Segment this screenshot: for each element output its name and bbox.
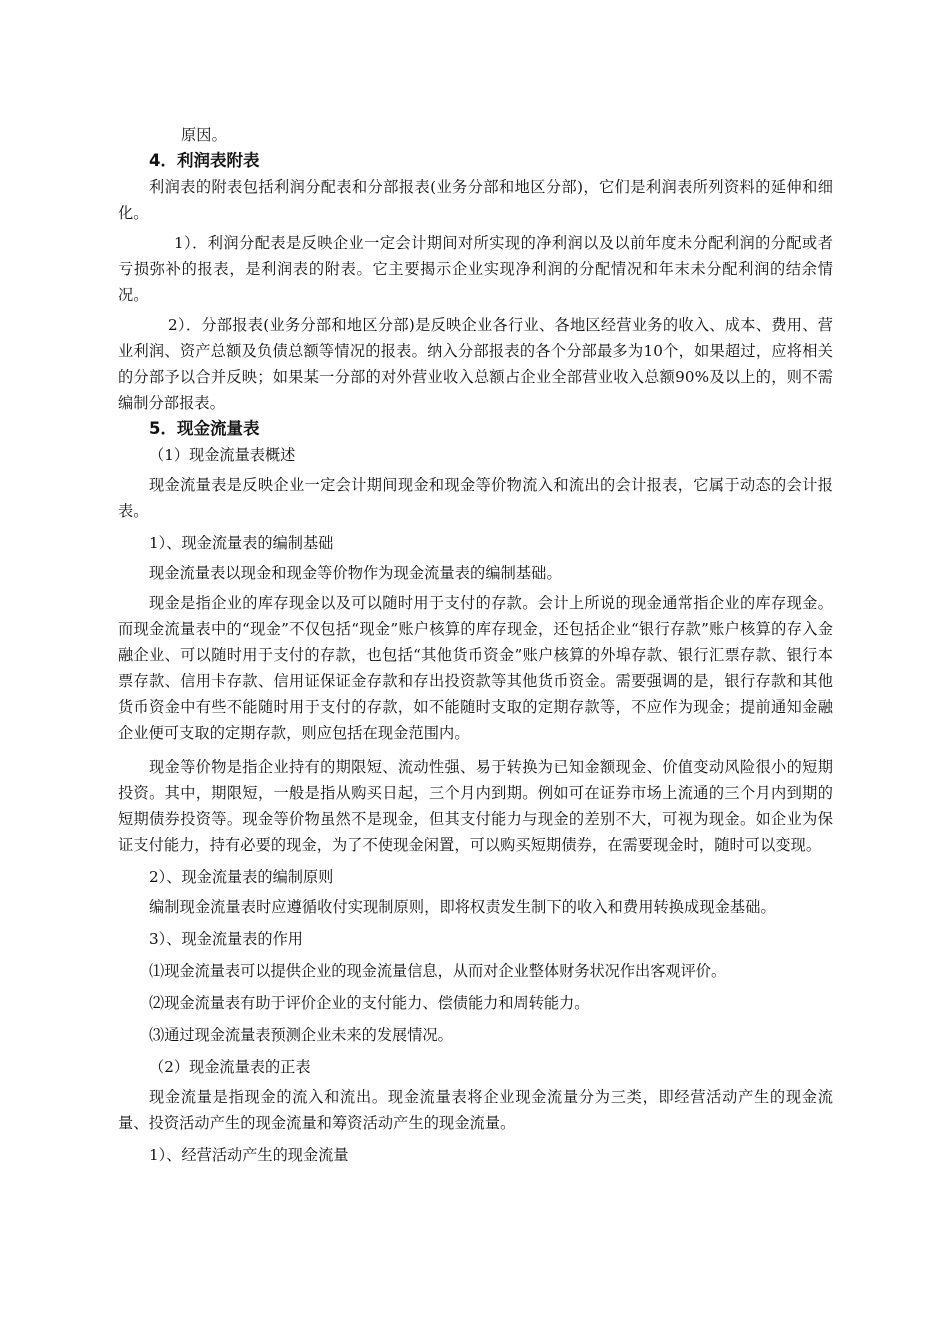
role-item: ⑵现金流量表有助于评价企业的支付能力、偿债能力和周转能力。 <box>149 994 590 1012</box>
compilation-basis-text: 现金流量表以现金和现金等价物作为现金流量表的编制基础。 <box>149 564 562 582</box>
section-4-heading: 4．利润表附表 <box>149 151 260 170</box>
role-item: ⑶通过现金流量表预测企业未来的发展情况。 <box>149 1026 453 1044</box>
compilation-principle-text: 编制现金流量表时应遵循收付实现制原则，即将权责发生制下的收入和费用转换成现金基础。 <box>149 898 776 916</box>
operating-cash-flow-title: 1）、经营活动产生的现金流量 <box>149 1146 349 1164</box>
cash-flow-overview-title: （1）现金流量表概述 <box>149 446 296 464</box>
main-statement-text: 现金流量是指现金的流入和流出。现金流量表将企业现金流量分为三类，即经营活动产生的现金流量、投资活动产生的现金流量和筹资活动产生的现金流量。 <box>118 1088 833 1132</box>
profit-distribution-item: 1）．利润分配表是反映企业一定会计期间对所实现的净利润以及以前年度未分配利润的分配或者亏损弥补的报表，是利润表的附表。它主要揭示企业实现净利润的分配情况和年末未分配利润的结余情况。 <box>118 234 833 304</box>
segment-report-item: 2）．分部报表(业务分部和地区分部)是反映企业各行业、各地区经营业务的收入、成本、费用、营业利润、资产总额及负债总额等情况的报表。纳入分部报表的各个分部最多为10个，如果超过，应将相关的分部予以合并反映；如果某一分部的对外营业收入总额占企业全部营业收入总额90%及以上的，则不需编制分部报表。 <box>118 316 833 412</box>
role-item: ⑴现金流量表可以提供企业的现金流量信息，从而对企业整体财务状况作出客观评价。 <box>149 962 727 980</box>
cash-equivalents-text: 现金等价物是指企业持有的期限短、流动性强、易于转换为已知金额现金、价值变动风险很小的短期投资。其中，期限短，一般是指从购买日起，三个月内到期。例如可在证券市场上流通的三个月内到期的短期债券投资等。现金等价物虽然不是现金，但其支付能力与现金的差别不大，可视为现金。如企业为保证支付能力，持有必要的现金，为了不使现金闲置，可以购买短期债券，在需要现金时，随时可以变现。 <box>118 758 833 854</box>
cash-flow-overview-text: 现金流量表是反映企业一定会计期间现金和现金等价物流入和流出的会计报表，它属于动态的会计报表。 <box>118 476 833 520</box>
compilation-basis-title: 1）、现金流量表的编制基础 <box>149 534 334 552</box>
section-5-heading: 5．现金流量表 <box>149 419 260 438</box>
continuation-line: 原因。 <box>181 126 227 144</box>
main-statement-title: （2）现金流量表的正表 <box>149 1058 311 1076</box>
section-4-intro: 利润表的附表包括利润分配表和分部报表(业务分部和地区分部)，它们是利润表所列资料的延伸和细化。 <box>118 178 833 222</box>
compilation-principle-title: 2）、现金流量表的编制原则 <box>149 868 334 886</box>
cash-flow-role-title: 3）、现金流量表的作用 <box>149 930 303 948</box>
cash-definition-text: 现金是指企业的库存现金以及可以随时用于支付的存款。会计上所说的现金通常指企业的库存现金。而现金流量表中的“现金”不仅包括“现金”账户核算的库存现金，还包括企业“银行存款”账户核算的存入金融企业、可以随时用于支付的存款，也包括“其他货币资金”账户核算的外埠存款、银行汇票存款、银行本票存款、信用卡存款、信用证保证金存款和存出投资款等其他货币资金。需要强调的是，银行存款和其他货币资金中有些不能随时用于支付的存款，如不能随时支取的定期存款等，不应作为现金；提前通知金融企业便可支取的定期存款，则应包括在现金范围内。 <box>118 594 833 742</box>
document-page <box>118 122 833 1168</box>
